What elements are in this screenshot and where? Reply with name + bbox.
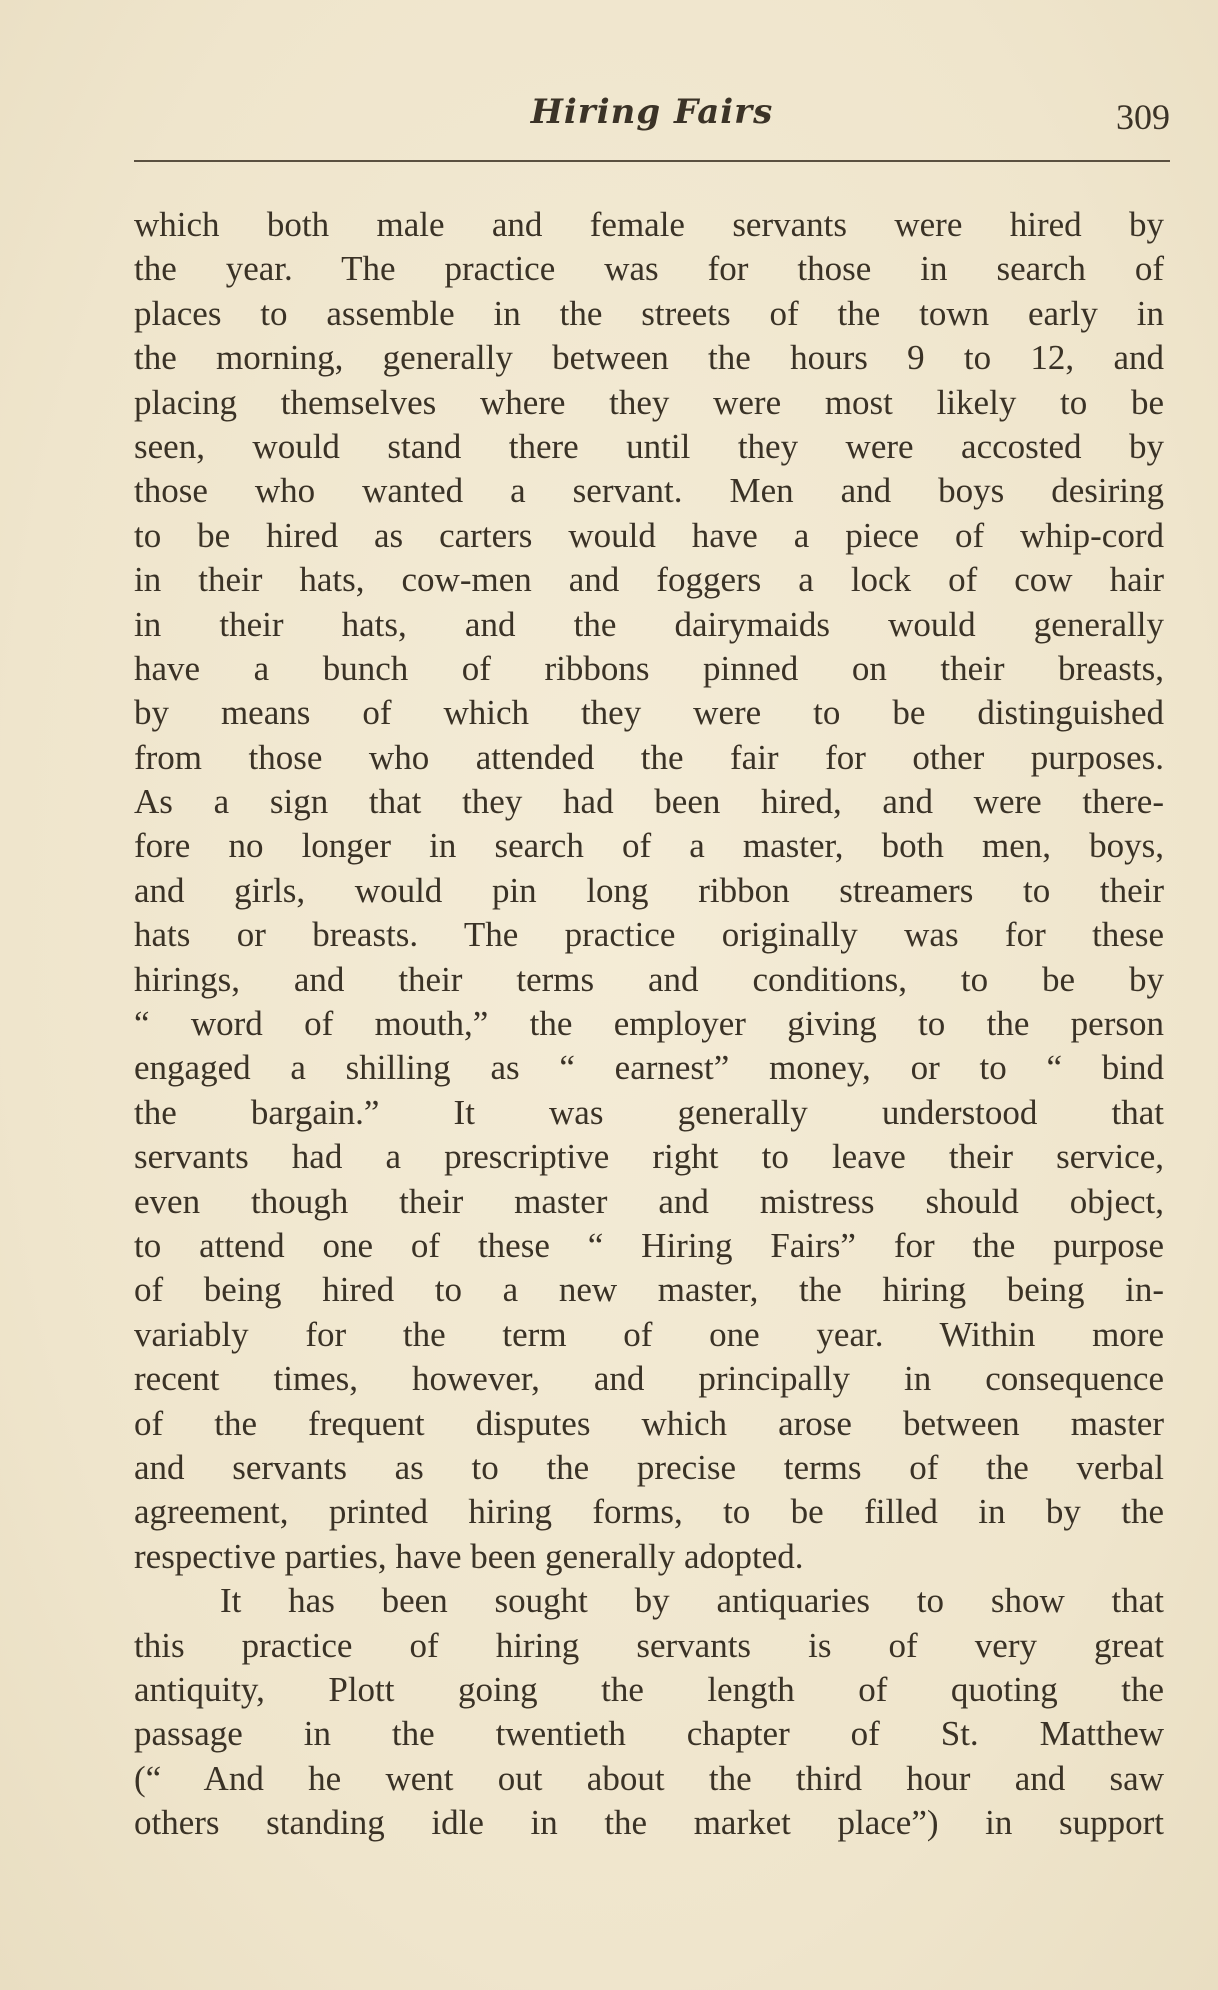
text-line: others standing idle in the market place”) in support — [134, 1803, 1164, 1843]
text-line: by means of which they were to be distinguished — [134, 693, 1164, 733]
body-text — [134, 203, 1164, 1845]
text-line: have a bunch of ribbons pinned on their breasts, — [134, 648, 1164, 688]
text-line: those who wanted a servant. Men and boys desiring — [134, 471, 1164, 511]
text-line: even though their master and mistress should object, — [134, 1181, 1164, 1221]
text-line: recent times, however, and principally in consequence — [134, 1359, 1164, 1399]
text-line: (“ And he went out about the third hour and saw — [134, 1758, 1164, 1798]
text-line: passage in the twentieth chapter of St. Matthew — [134, 1714, 1164, 1754]
text-line: in their hats, cow-men and foggers a lock of cow hair — [134, 560, 1164, 600]
text-line: agreement, printed hiring forms, to be filled in by the — [134, 1492, 1164, 1532]
text-line: to be hired as carters would have a piece of whip-cord — [134, 515, 1164, 555]
text-line: variably for the term of one year. Within more — [134, 1314, 1164, 1354]
text-line: antiquity, Plott going the length of quoting the — [134, 1669, 1164, 1709]
text-line: the morning, generally between the hours 9 to 12, and — [134, 338, 1164, 378]
text-line: in their hats, and the dairymaids would generally — [134, 604, 1164, 644]
text-line: engaged a shilling as “ earnest” money, or to “ bind — [134, 1048, 1164, 1088]
text-line: the bargain.” It was generally understood that — [134, 1092, 1164, 1132]
text-line: places to assemble in the streets of the town early in — [134, 293, 1164, 333]
text-line: of being hired to a new master, the hiring being in- — [134, 1270, 1164, 1310]
text-line: this practice of hiring servants is of very great — [134, 1625, 1164, 1665]
text-line: which both male and female servants were hired by — [134, 205, 1164, 244]
text-line: fore no longer in search of a master, both men, boys, — [134, 826, 1164, 866]
running-head — [134, 86, 1170, 146]
page-number: 309 — [1116, 97, 1170, 137]
text-line: to attend one of these “ Hiring Fairs” for the purpose — [134, 1225, 1164, 1265]
text-line: placing themselves where they were most likely to be — [134, 382, 1164, 422]
header-rule — [134, 160, 1170, 162]
text-line: servants had a prescriptive right to leave their service, — [134, 1137, 1164, 1177]
text-line: hats or breasts. The practice originally was for these — [134, 915, 1164, 955]
text-line: It has been sought by antiquaries to show that — [220, 1581, 1164, 1621]
text-line: of the frequent disputes which arose between master — [134, 1403, 1164, 1443]
running-title: Hiring Fairs — [530, 92, 774, 132]
text-line: hirings, and their terms and conditions, to be by — [134, 959, 1164, 999]
text-line: and girls, would pin long ribbon streamers to their — [134, 870, 1164, 910]
text-line: the year. The practice was for those in search of — [134, 249, 1164, 289]
text-line: and servants as to the precise terms of the verbal — [134, 1447, 1164, 1487]
text-line: seen, would stand there until they were accosted by — [134, 426, 1164, 466]
text-line: As a sign that they had been hired, and were there- — [134, 782, 1164, 822]
text-line: from those who attended the fair for other purposes. — [134, 737, 1164, 777]
text-line: respective parties, have been generally adopted. — [134, 1536, 804, 1576]
text-line: “ word of mouth,” the employer giving to the person — [134, 1004, 1164, 1044]
